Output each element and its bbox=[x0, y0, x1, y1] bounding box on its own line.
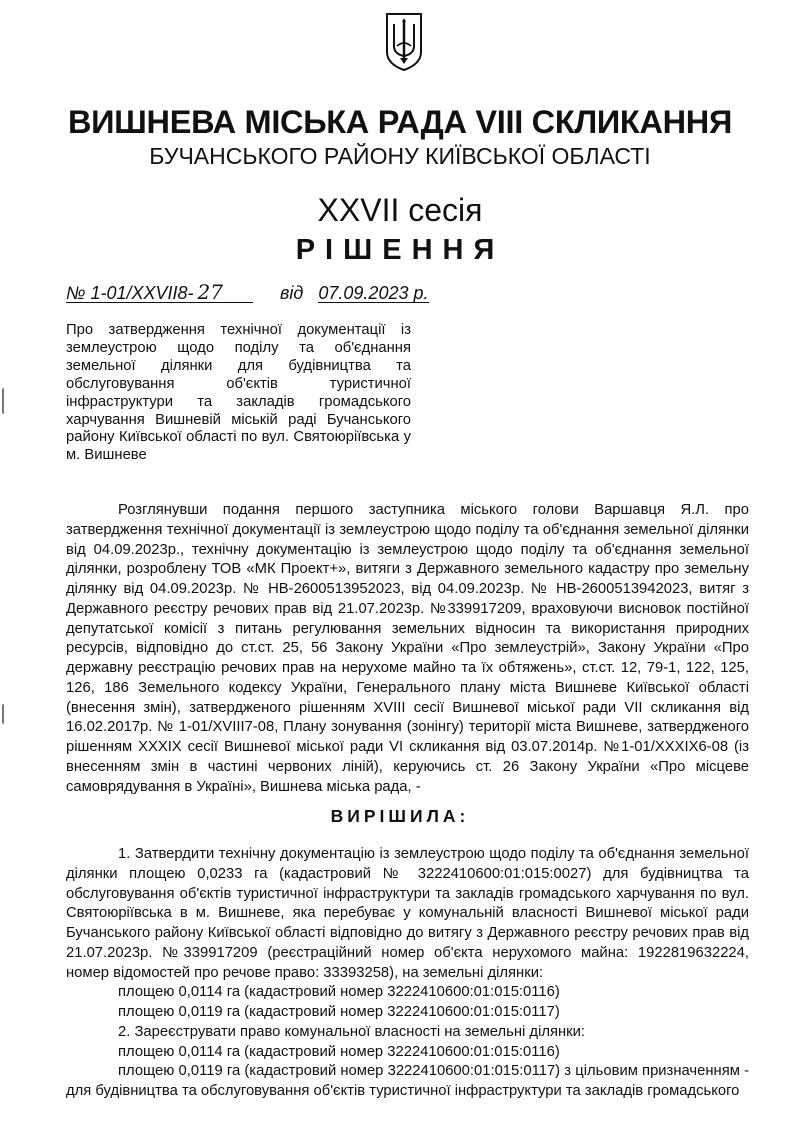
council-name: ВИШНЕВА МІСЬКА РАДА VIII СКЛИКАННЯ bbox=[67, 104, 733, 140]
decision-number-field bbox=[66, 280, 253, 304]
resolution-item-1-plot-a: площею 0,0114 га (кадастровий номер 3222410600:01:015:0116) bbox=[118, 984, 560, 1001]
session-title: XXVII сесія bbox=[317, 192, 483, 228]
trident-coat-of-arms-icon bbox=[384, 12, 424, 72]
decision-number-handwritten: 27 bbox=[197, 280, 223, 304]
date-from-label: від bbox=[280, 283, 304, 303]
scan-edge-mark bbox=[2, 388, 9, 414]
decision-number-line bbox=[66, 280, 429, 304]
resolution-item-2-plot-b: площею 0,0119 га (кадастровий номер 3222410600:01:015:0117) з цільовим призначенням - для будівництва та обслуговування об'єктів туристичної інфраструктури та закладів громадського bbox=[66, 1063, 749, 1099]
resolution-item-1: 1. Затвердити технічну документацію із землеустрою щодо поділу та об'єднання земельної ділянки площею 0,0233 га (кадастровий № 3222410600:01:015:0027) для будівництва та обслуговування об'єктів туристичної інфраструктури та закладів громадського харчування по вул. Святоюріївська в м. Вишневе, яка перебуває у комунальній власності Вишневої міської ради Бучанського району Київської області відповідно до витягу з Державного реєстру речових прав від 21.07.2023р. №339917209 (реєстраційний номер об'єкта нерухомого майна: 1922819632224, номер відомостей про речове право: 33393258), на земельні ділянки: bbox=[66, 846, 749, 981]
decision-number-label: № 1-01/XXVII8- bbox=[66, 283, 194, 303]
resolution-items bbox=[66, 845, 749, 1102]
document-type: РІШЕННЯ bbox=[295, 234, 505, 266]
resolved-heading: ВИРІШИЛА: bbox=[330, 806, 470, 826]
decision-date: 07.09.2023 р. bbox=[318, 283, 429, 303]
resolution-item-1-plot-b: площею 0,0119 га (кадастровий номер 3222410600:01:015:0117) bbox=[118, 1004, 560, 1020]
resolution-item-2-plot-a: площею 0,0114 га (кадастровий номер 3222410600:01:015:0116) bbox=[118, 1043, 560, 1060]
scan-edge-mark bbox=[2, 704, 9, 724]
council-region: БУЧАНСЬКОГО РАЙОНУ КИЇВСЬКОЇ ОБЛАСТІ bbox=[149, 143, 651, 169]
decision-subject: Про затвердження технічної документації із землеустрою щодо поділу та об'єднання земельної ділянки для будівництва та обслуговування об'єктів туристичної інфраструктури та закладів громадського харчування Вишневій міській раді Бучанського району Київської області по вул. Святоюріївська у м. Вишневе bbox=[66, 322, 411, 464]
preamble bbox=[66, 501, 749, 797]
resolution-item-2: 2. Зареєструвати право комунальної власності на земельні ділянки: bbox=[118, 1023, 586, 1040]
preamble-paragraph: Розглянувши подання першого заступника міського голови Варшавця Я.Л. про затвердження технічної документації із землеустрою щодо поділу та об'єднання земельної ділянки від 04.09.2023р., технічну документацію із землеустрою щодо поділу та об'єднання земельної ділянки, розроблену ТОВ «МК Проект+», витяги з Державного земельного кадастру про земельну ділянку від 04.09.2023р. № НВ-2600513952023, від 04.09.2023р. № НВ-2600513942023, витяг з Державного реєстру речових прав від 21.07.2023р. №339917209, враховуючи висновок постійної депутатської комісії з питань регулювання земельних відносин та використання природних ресурсів, відповідно до ст.ст. 25, 56 Закону України «Про землеустрій», Закону України «Про державну реєстрацію речових прав на нерухоме майно та їх обтяжень», ст.ст. 12, 79-1, 122, 125, 126, 186 Земельного кодексу України, Генерального плану міста Вишневе Київської області (внесення змін), затвердженого рішенням XVIII сесії Вишневої міської ради VII скликання від 16.02.2017р. № 1-01/XVIII7-08, Плану зонування (зонінгу) території міста Вишневе, затвердженого рішенням XXXIX сесії Вишневої міської ради VI скликання від 03.07.2014р. №1-01/XXXIX6-08 (із внесенням змін в частині червоних ліній), керуючись ст. 26 Закону України «Про місцеве самоврядування в Україні», Вишнева міська рада, - bbox=[66, 502, 749, 795]
